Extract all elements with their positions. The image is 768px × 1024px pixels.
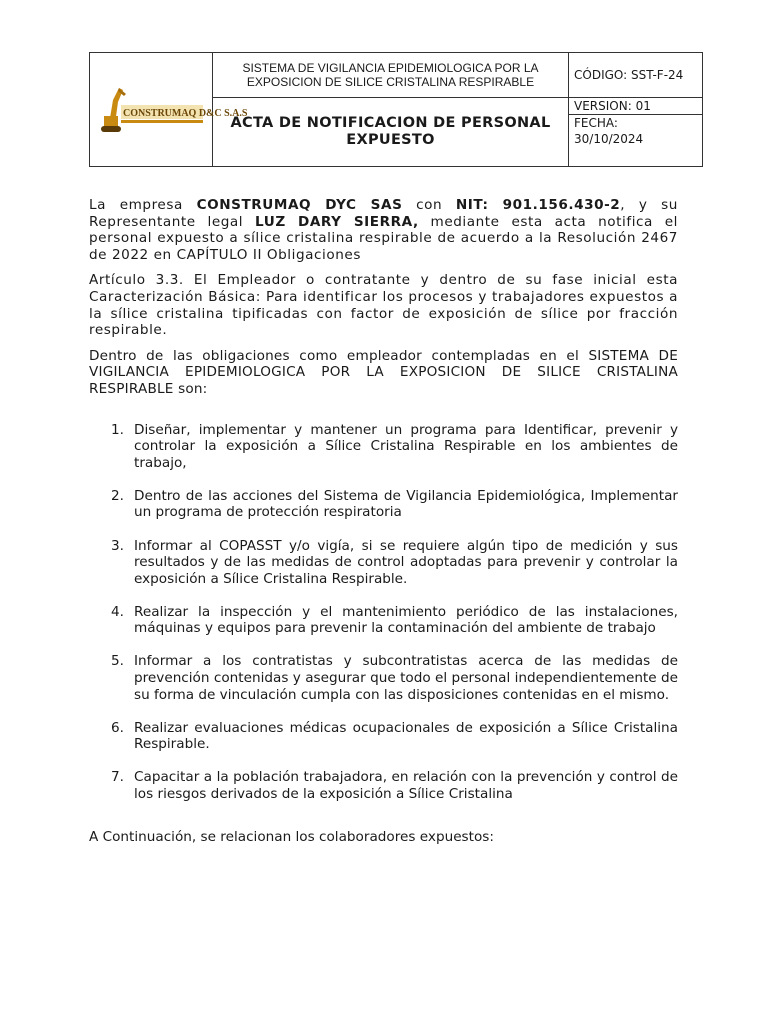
list-item: 1. Diseñar, implementar y mantener un programa para Identificar, prevenir y controlar la exposición a Sílice Cristalina Respirable en los ambientes de trabajo, <box>111 421 678 471</box>
list-item: 7. Capacitar a la población trabajadora, en relación con la prevención y control de los riesgos derivados de la exposición a Sílice Cristalina <box>111 769 678 803</box>
obligations-intro: Dentro de las obligaciones como empleador contempladas en el SISTEMA DE VIGILANCIA EPIDEMIOLOGICA POR LA EXPOSICION DE SILICE CRISTALINA RESPIRABLE son: <box>89 347 678 397</box>
company-logo <box>90 53 248 166</box>
document-version: VERSION: 01 <box>569 98 703 115</box>
article-paragraph: Artículo 3.3. El Empleador o contratante y dentro de su fase inicial esta Caracterización Básica: Para identificar los procesos y trabajadores expuestos a la sílice cristalina tipificadas con factor de exposición de sílice por fracción respirable. <box>89 272 678 339</box>
logo-cell <box>90 53 248 167</box>
obligations-list <box>89 422 678 803</box>
svg-text:CONSTRUMAQ D&C S.A.S: CONSTRUMAQ D&C S.A.S <box>123 107 248 119</box>
list-item: 6. Realizar evaluaciones médicas ocupacionales de exposición a Sílice Cristalina Respirable. <box>111 719 678 753</box>
date-value: 30/10/2024 <box>574 132 644 146</box>
document-date <box>569 115 703 167</box>
closing-line: A Continuación, se relacionan los colaboradores expuestos: <box>89 828 494 845</box>
system-title: SISTEMA DE VIGILANCIA EPIDEMIOLOGICA POR LA EXPOSICION DE SILICE CRISTALINA RESPIRABLE <box>213 53 569 98</box>
date-label: FECHA: <box>574 116 618 130</box>
list-item: 5. Informar a los contratistas y subcontratistas acerca de las medidas de prevención contenidas y asegurar que todo el personal independientemente de su forma de vinculación cumpla con las disposiciones contenidas en el mismo. <box>111 653 678 703</box>
legal-representative: LUZ DARY SIERRA, <box>255 213 419 230</box>
document-body <box>89 197 678 845</box>
excavator-logo-icon <box>95 80 248 140</box>
list-item: 3. Informar al COPASST y/o vigía, si se requiere algún tipo de medición y sus resultados y de las medidas de control adoptadas para prevenir y controlar la exposición a Sílice Cristalina Respirable. <box>111 537 678 587</box>
document-header <box>89 52 703 167</box>
company-nit: NIT: 901.156.430-2 <box>455 197 621 213</box>
intro-paragraph: La empresa CONSTRUMAQ DYC SAS con NIT: 901.156.430-2, y su Representante legal LUZ DARY SIERRA, mediante esta acta notifica el personal expuesto a sílice cristalina respirable de acuerdo a la Resolución 2467 de 2022 en CAPÍTULO II Obligaciones <box>89 197 679 263</box>
document-code: CÓDIGO: SST-F-24 <box>569 53 703 98</box>
company-name: CONSTRUMAQ DYC SAS <box>196 197 403 213</box>
document-title: ACTA DE NOTIFICACION DE PERSONAL EXPUESTO <box>213 98 569 167</box>
list-item: 2. Dentro de las acciones del Sistema de Vigilancia Epidemiológica, Implementar un programa de protección respiratoria <box>111 487 678 521</box>
list-item: 4. Realizar la inspección y el mantenimiento periódico de las instalaciones, máquinas y equipos para prevenir la contaminación del ambiente de trabajo <box>111 603 678 637</box>
